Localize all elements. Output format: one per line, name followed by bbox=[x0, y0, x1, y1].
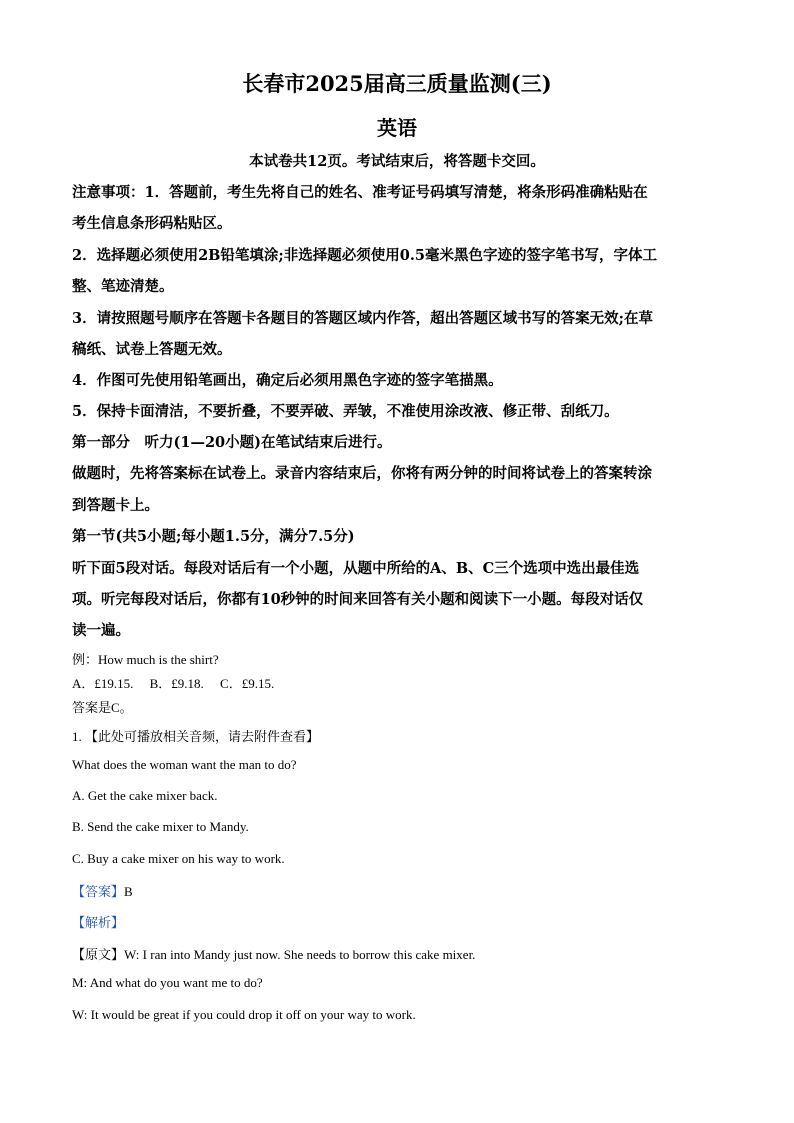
notice-line-5: 5．保持卡面清洁，不要折叠，不要弄破、弄皱，不准使用涂改液、修正带、刮纸刀。 bbox=[72, 403, 619, 420]
q1-option-a: A. Get the cake mixer back. bbox=[72, 788, 218, 803]
example-question: 例：How much is the shirt? bbox=[72, 652, 219, 667]
notice-line-1b: 考生信息条形码粘贴区。 bbox=[72, 215, 232, 232]
part1-instr-2: 听下面5段对话。每段对话后有一个小题，从题中所给的A、B、C三个选项中选出最佳选 bbox=[72, 560, 640, 577]
section-heading: 第一节(共5小题;每小题1.5分，满分7.5分) bbox=[72, 528, 355, 545]
analysis-tag: 【解析】 bbox=[72, 915, 125, 930]
notice-line-3: 3．请按照题号顺序在答题卡各题目的答题区域内作答，超出答题区域书写的答案无效;在草 bbox=[72, 310, 653, 327]
notice-line-4: 4．作图可先使用铅笔画出，确定后必须用黑色字迹的签字笔描黑。 bbox=[72, 372, 503, 389]
q1-option-b: B. Send the cake mixer to Mandy. bbox=[72, 819, 249, 834]
part1-instr-1b: 到答题卡上。 bbox=[72, 497, 159, 514]
example-options: A．£19.15. B．£9.18. C．£9.15. bbox=[72, 676, 275, 691]
q1-audio-note[interactable]: 1. 【此处可播放相关音频，请去附件查看】 bbox=[72, 729, 320, 744]
part1-heading: 第一部分 听力(1—20小题)在笔试结束后进行。 bbox=[72, 434, 392, 451]
example-answer: 答案是C。 bbox=[72, 700, 133, 715]
notice-line-1: 注意事项：1．答题前，考生先将自己的姓名、准考证号码填写清楚，将条形码准确粘贴在 bbox=[72, 184, 648, 201]
part1-instr-1: 做题时，先将答案标在试卷上。录音内容结束后，你将有两分钟的时间将试卷上的答案转涂 bbox=[72, 465, 652, 482]
q1-analysis bbox=[72, 912, 124, 931]
q1-question: What does the woman want the man to do? bbox=[72, 757, 297, 772]
exam-title: 长春市2025届高三质量监测(三) bbox=[242, 71, 552, 96]
q1-answer bbox=[72, 881, 133, 900]
part1-instr-2c: 读一遍。 bbox=[72, 622, 130, 639]
q1-transcript-w2: W: It would be great if you could drop it off on your way to work. bbox=[72, 1007, 416, 1022]
subject-title: 英语 bbox=[377, 116, 417, 140]
answer-tag: 【答案】 bbox=[72, 884, 125, 899]
notice-line-2b: 整、笔迹清楚。 bbox=[72, 278, 174, 295]
q1-option-c: C. Buy a cake mixer on his way to work. bbox=[72, 851, 285, 866]
exam-intro: 本试卷共12页。考试结束后，将答题卡交回。 bbox=[249, 153, 545, 170]
answer-value: B bbox=[124, 884, 133, 899]
original-tag: 【原文】 bbox=[72, 947, 125, 962]
q1-transcript-m1: M: And what do you want me to do? bbox=[72, 975, 263, 990]
part1-instr-2b: 项。听完每段对话后，你都有10秒钟的时间来回答有关小题和阅读下一小题。每段对话仅 bbox=[72, 591, 644, 608]
notice-line-2: 2．选择题必须使用2B铅笔填涂;非选择题必须使用0.5毫米黑色字迹的签字笔书写，字体工 bbox=[72, 247, 658, 264]
notice-line-3b: 稿纸、试卷上答题无效。 bbox=[72, 341, 232, 358]
transcript-line: W: I ran into Mandy just now. She needs to borrow this cake mixer. bbox=[124, 947, 476, 962]
q1-transcript-w1 bbox=[72, 944, 475, 963]
